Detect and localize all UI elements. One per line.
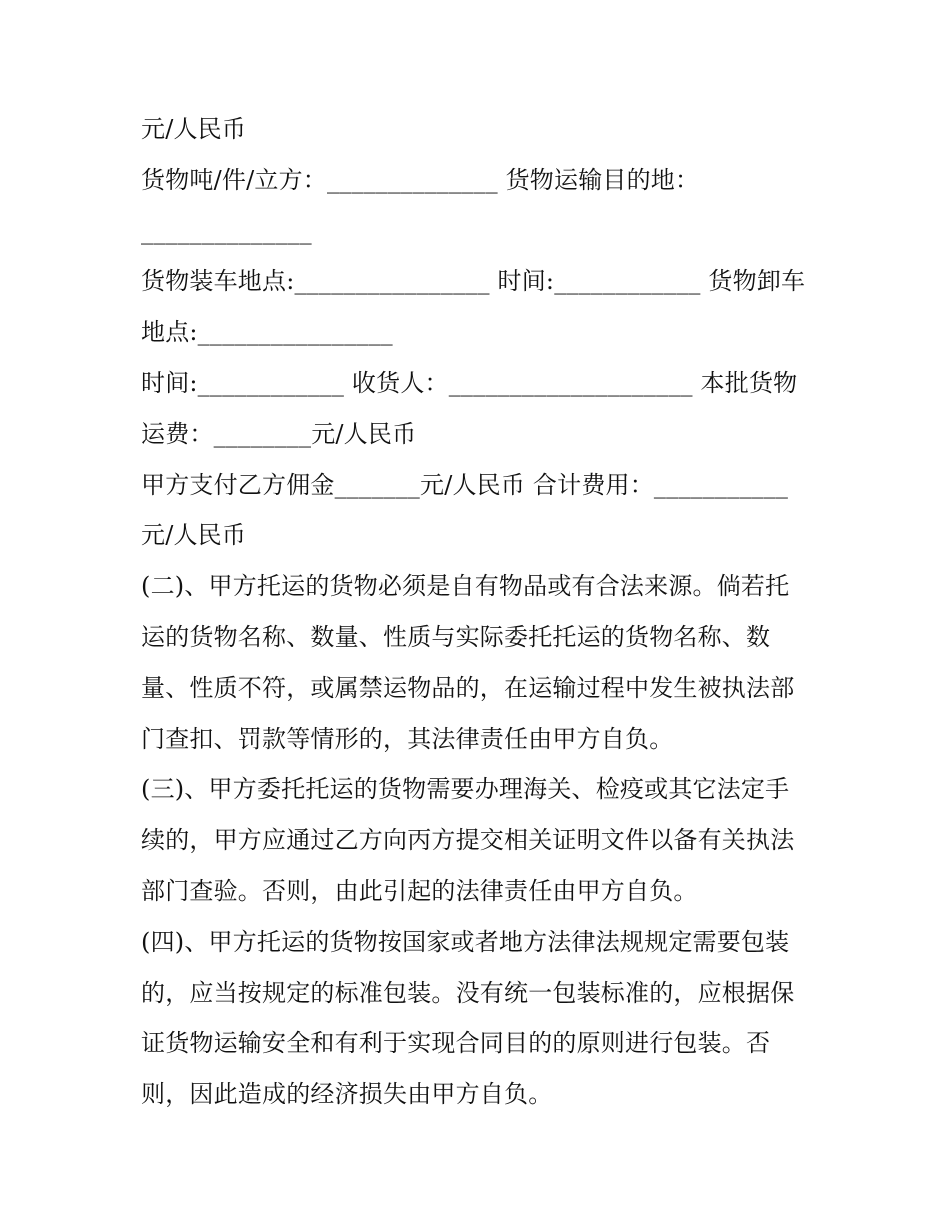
document-line: 续的，甲方应通过乙方向丙方提交相关证明文件以备有关执法 xyxy=(141,826,795,855)
document-line: 运的货物名称、数量、性质与实际委托托运的货物名称、数 xyxy=(141,622,771,651)
document-body xyxy=(141,104,821,1120)
document-line: ______________ xyxy=(141,216,312,245)
document-line: 部门查验。否则，由此引起的法律责任由甲方自负。 xyxy=(141,876,698,905)
document-line: 运费：________元/人民币 xyxy=(141,419,417,448)
document-line: 的，应当按规定的标准包装。没有统一包装标准的，应根据保 xyxy=(141,978,795,1007)
document-line: 货物装车地点:________________ 时间:____________ 货物卸车 xyxy=(141,267,806,296)
document-line: 时间:____________ 收货人：____________________ 本批货物 xyxy=(141,368,798,397)
document-line: 量、性质不符，或属禁运物品的，在运输过程中发生被执法部 xyxy=(141,673,795,702)
document-line: 证货物运输安全和有利于实现合同目的的原则进行包装。否 xyxy=(141,1029,771,1058)
document-line: 则，因此造成的经济损失由甲方自负。 xyxy=(141,1080,553,1109)
document-line: (二)、甲方托运的货物必须是自有物品或有合法来源。倘若托 xyxy=(141,572,790,601)
document-line: 元/人民币 xyxy=(141,115,247,143)
document-line: (三)、甲方委托托运的货物需要办理海关、检疫或其它法定手 xyxy=(141,775,790,804)
document-line: 门查扣、罚款等情形的，其法律责任由甲方自负。 xyxy=(141,724,674,753)
document-line: (四)、甲方托运的货物按国家或者地方法律法规规定需要包装 xyxy=(141,927,790,956)
document-line: 货物吨/件/立方：______________ 货物运输目的地： xyxy=(141,165,700,194)
document-line: 元/人民币 xyxy=(141,521,247,550)
document-line: 甲方支付乙方佣金_______元/人民币 合计费用：___________ xyxy=(141,470,789,499)
document-line: 地点:________________ xyxy=(141,318,393,347)
